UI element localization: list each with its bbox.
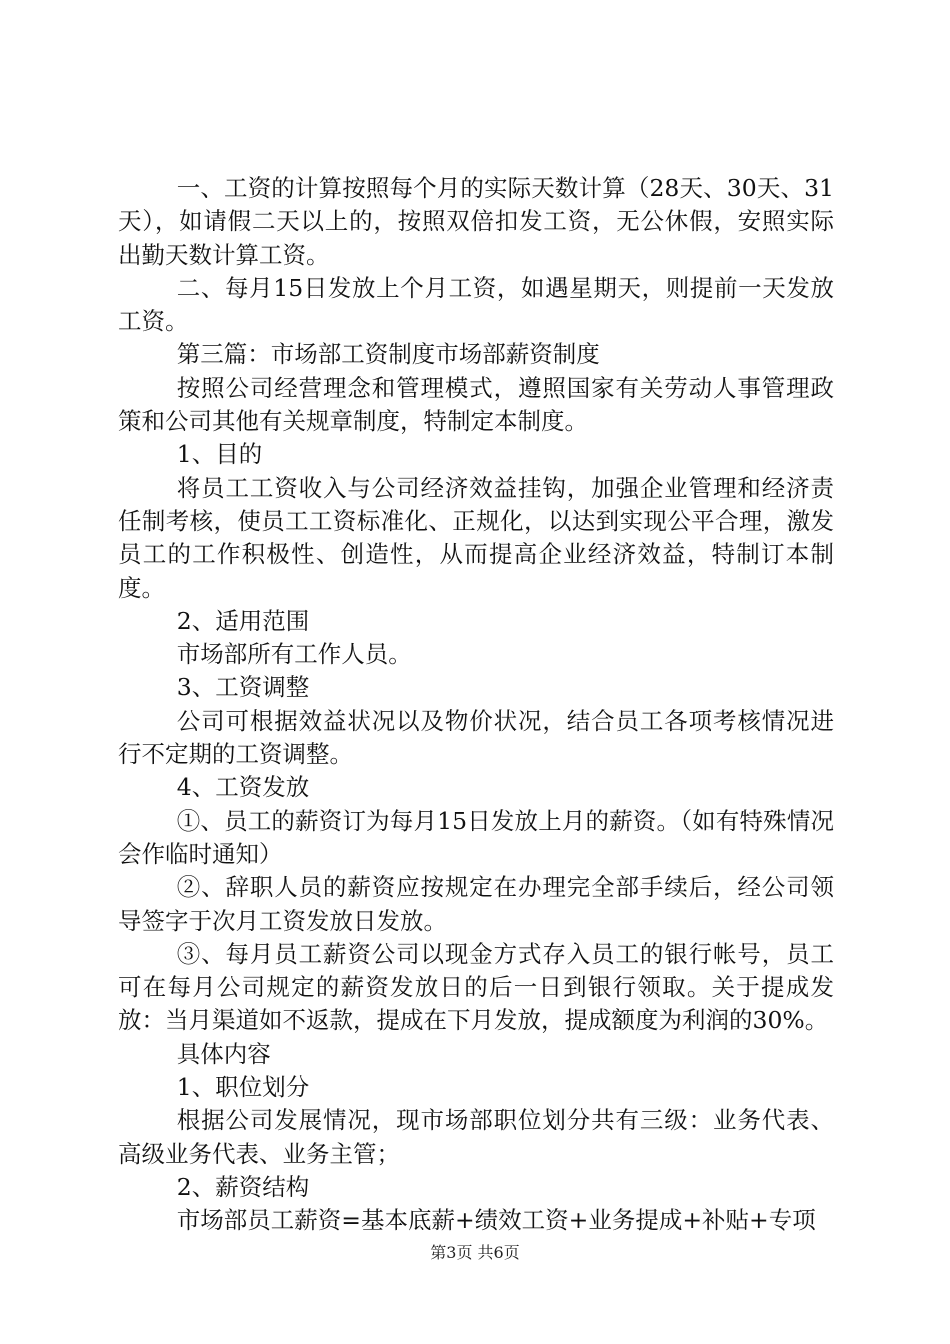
section-heading: 具体内容: [176, 1039, 271, 1068]
paragraph: 一、工资的计算按照每个月的实际天数计算（28天、30天、31天），如请假二天以上的，按照双倍扣发工资，无公休假，安照实际出勤天数计算工资。: [118, 174, 834, 269]
paragraph: 将员工工资收入与公司经济效益挂钩，加强企业管理和经济责任制考核，使员工工资标准化、正规化，以达到实现公平合理，激发员工的工作积极性、创造性，从而提高企业经济效益，特制订本制度。: [118, 473, 834, 602]
section-heading: 2、适用范围: [176, 606, 310, 635]
paragraph: 公司可根据效益状况以及物价状况，结合员工各项考核情况进行不定期的工资调整。: [118, 706, 834, 769]
section-heading: 1、职位划分: [176, 1073, 310, 1102]
paragraph: 市场部所有工作人员。: [176, 640, 412, 669]
paragraph: 按照公司经营理念和管理模式，遵照国家有关劳动人事管理政策和公司其他有关规章制度，特制定本制度。: [118, 373, 834, 436]
paragraph: 二、每月15日发放上个月工资，如遇星期天，则提前一天发放工资。: [118, 273, 834, 336]
section-heading: 4、工资发放: [176, 773, 310, 802]
list-item: ③、每月员工薪资公司以现金方式存入员工的银行帐号，员工可在每月公司规定的薪资发放日的后一日到银行领取。关于提成发放：当月渠道如不返款，提成在下月发放，提成额度为利润的30%。: [118, 939, 834, 1035]
section-heading: 1、目的: [176, 440, 263, 469]
list-item: ①、员工的薪资订为每月15日发放上月的薪资。（如有特殊情况会作临时通知）: [118, 806, 834, 868]
section-heading: 3、工资调整: [176, 673, 310, 702]
section-title: 第三篇：市场部工资制度市场部薪资制度: [176, 340, 600, 369]
section-heading: 2、薪资结构: [176, 1172, 310, 1201]
page-number: 第3页 共6页: [430, 1243, 520, 1262]
list-item: ②、辞职人员的薪资应按规定在办理完全部手续后，经公司领导签字于次月工资发放日发放。: [118, 873, 834, 935]
paragraph: 市场部员工薪资=基本底薪+绩效工资+业务提成+补贴+专项: [176, 1206, 816, 1235]
document-body: [118, 172, 834, 1238]
paragraph: 根据公司发展情况，现市场部职位划分共有三级：业务代表、高级业务代表、业务主管；: [118, 1106, 834, 1168]
